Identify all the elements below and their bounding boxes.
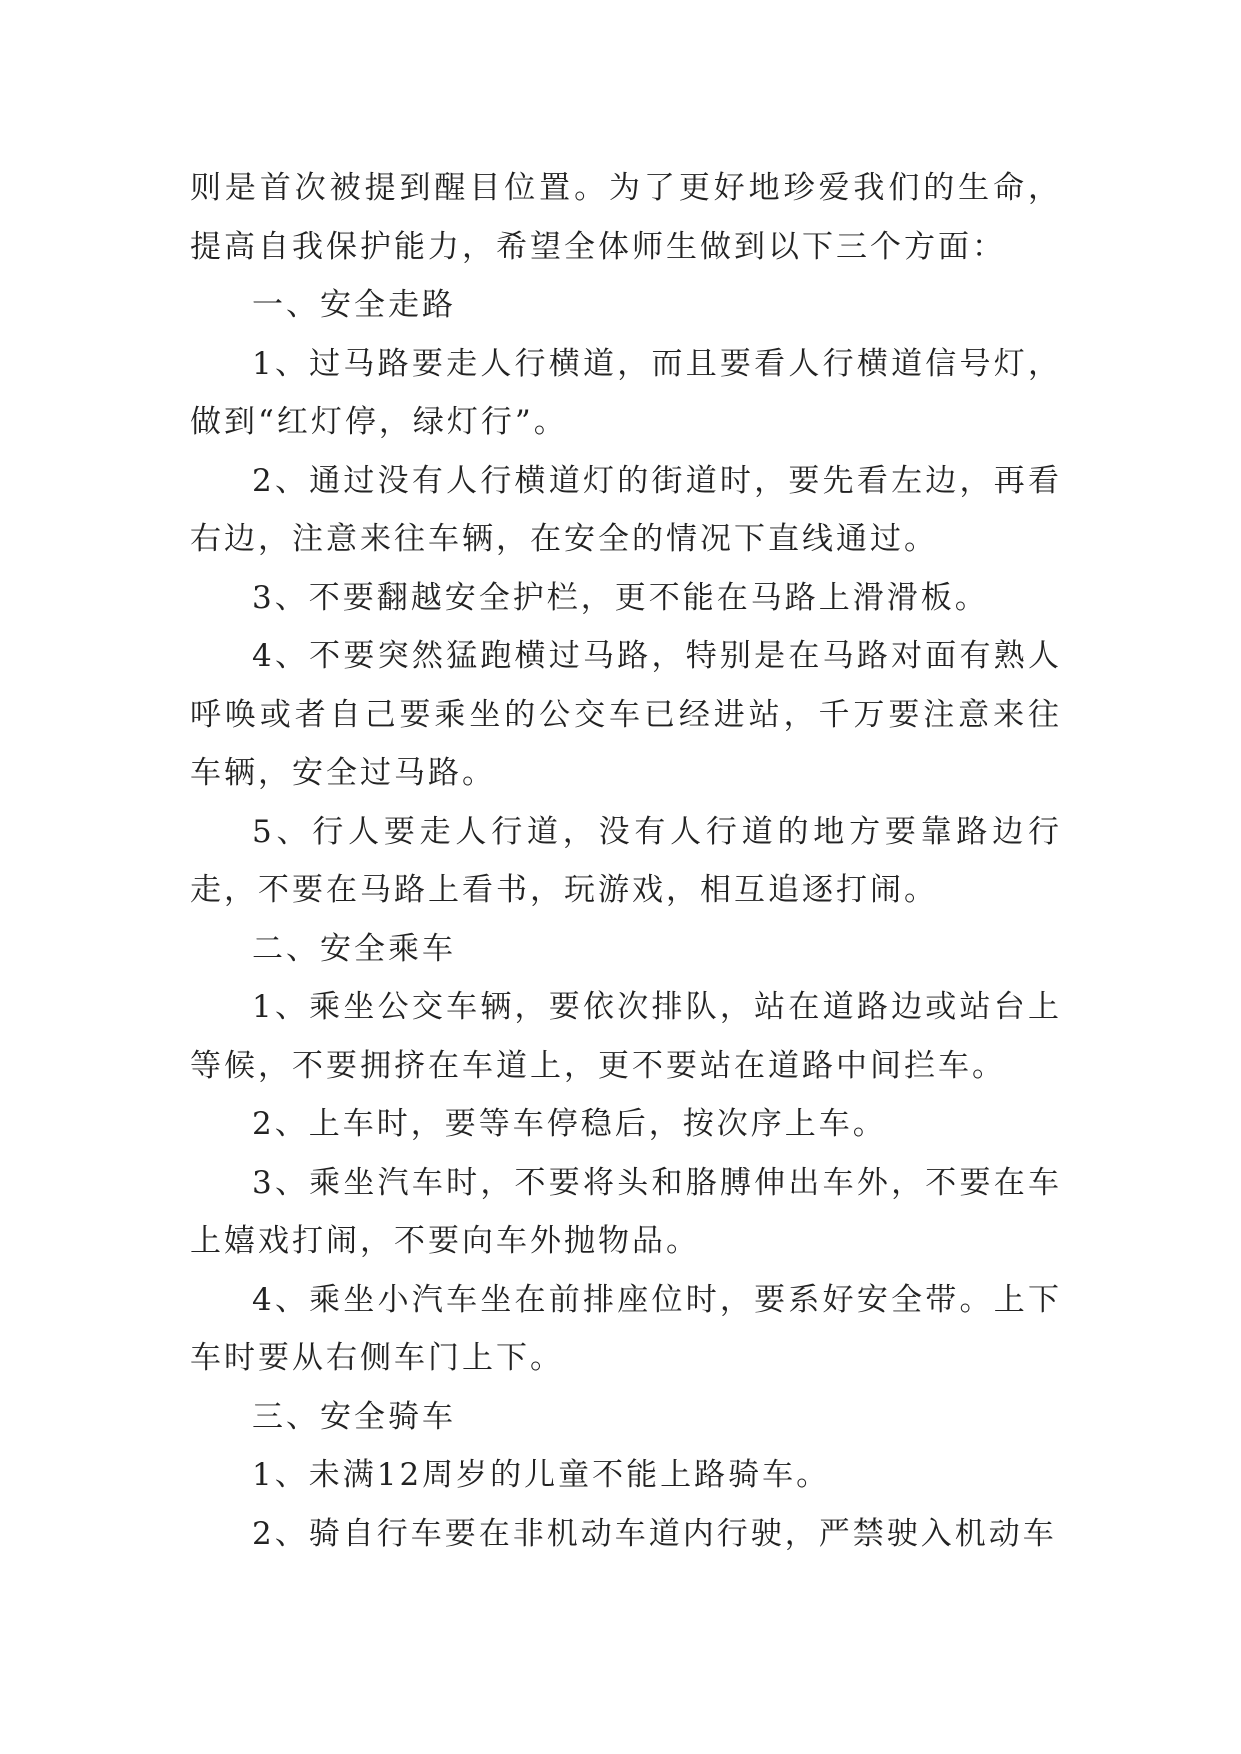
section-heading-walking: 一、安全走路 — [252, 287, 456, 323]
document-body — [190, 159, 1062, 1563]
list-item: 2、上车时，要等车停稳后，按次序上车。 — [252, 1106, 887, 1142]
list-item: 3、乘坐汽车时，不要将头和胳膊伸出车外，不要在车上嬉戏打闹，不要向车外抛物品。 — [190, 1164, 1062, 1259]
list-item: 1、过马路要走人行横道，而且要看人行横道信号灯，做到“红灯停，绿灯行”。 — [190, 345, 1062, 440]
list-item: 1、乘坐公交车辆，要依次排队，站在道路边或站台上等候，不要拥挤在车道上，更不要站在道路中间拦车。 — [190, 989, 1062, 1084]
list-item: 2、通过没有人行横道灯的街道时，要先看左边，再看右边，注意来往车辆，在安全的情况下直线通过。 — [190, 462, 1062, 557]
list-item: 4、不要突然猛跑横过马路，特别是在马路对面有熟人呼唤或者自己要乘坐的公交车已经进站，千万要注意来往车辆，安全过马路。 — [190, 638, 1062, 791]
list-item: 1、未满12周岁的儿童不能上路骑车。 — [252, 1457, 831, 1493]
paragraph-intro: 则是首次被提到醒目位置。为了更好地珍爱我们的生命，提高自我保护能力，希望全体师生做到以下三个方面： — [190, 170, 1062, 265]
list-item: 2、骑自行车要在非机动车道内行驶，严禁驶入机动车 — [252, 1515, 1057, 1552]
section-heading-cycling: 三、安全骑车 — [252, 1398, 456, 1435]
list-item: 4、乘坐小汽车坐在前排座位时，要系好安全带。上下车时要从右侧车门上下。 — [190, 1281, 1062, 1376]
list-item: 5、行人要走人行道，没有人行道的地方要靠路边行走，不要在马路上看书，玩游戏，相互追逐打闹。 — [190, 813, 1062, 908]
list-item: 3、不要翻越安全护栏，更不能在马路上滑滑板。 — [252, 579, 989, 616]
section-heading-riding-bus: 二、安全乘车 — [252, 930, 456, 967]
